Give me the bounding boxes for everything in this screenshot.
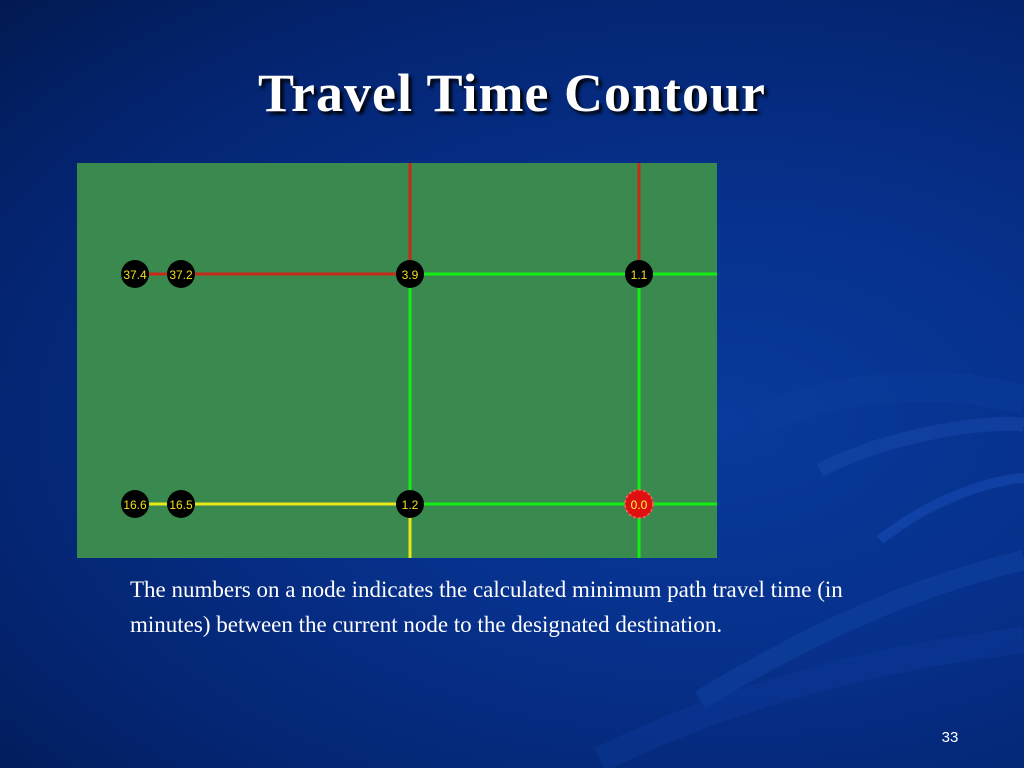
node-n7 bbox=[396, 490, 424, 518]
slide-title: Travel Time Contour bbox=[258, 63, 766, 123]
destination-node-n8 bbox=[625, 490, 653, 518]
travel-time-network-map bbox=[77, 163, 717, 558]
node-n4 bbox=[625, 260, 653, 288]
svg-text:16.5: 16.5 bbox=[169, 498, 193, 512]
svg-text:37.4: 37.4 bbox=[123, 268, 147, 282]
svg-text:1.2: 1.2 bbox=[401, 498, 419, 512]
svg-text:3.9: 3.9 bbox=[401, 268, 419, 282]
node-n6 bbox=[167, 490, 195, 518]
svg-text:37.2: 37.2 bbox=[169, 268, 193, 282]
node-n1 bbox=[121, 260, 149, 288]
page-number: 33 bbox=[941, 729, 959, 746]
network-diagram bbox=[77, 163, 717, 558]
node-n3 bbox=[396, 260, 424, 288]
node-n2 bbox=[167, 260, 195, 288]
svg-text:0.0: 0.0 bbox=[630, 498, 648, 512]
node-n5 bbox=[121, 490, 149, 518]
svg-text:16.6: 16.6 bbox=[123, 498, 147, 512]
svg-text:1.1: 1.1 bbox=[630, 268, 648, 282]
slide-caption: The numbers on a node indicates the calculated minimum path travel time (in minutes) between the current node to the designated destination. bbox=[130, 577, 843, 637]
